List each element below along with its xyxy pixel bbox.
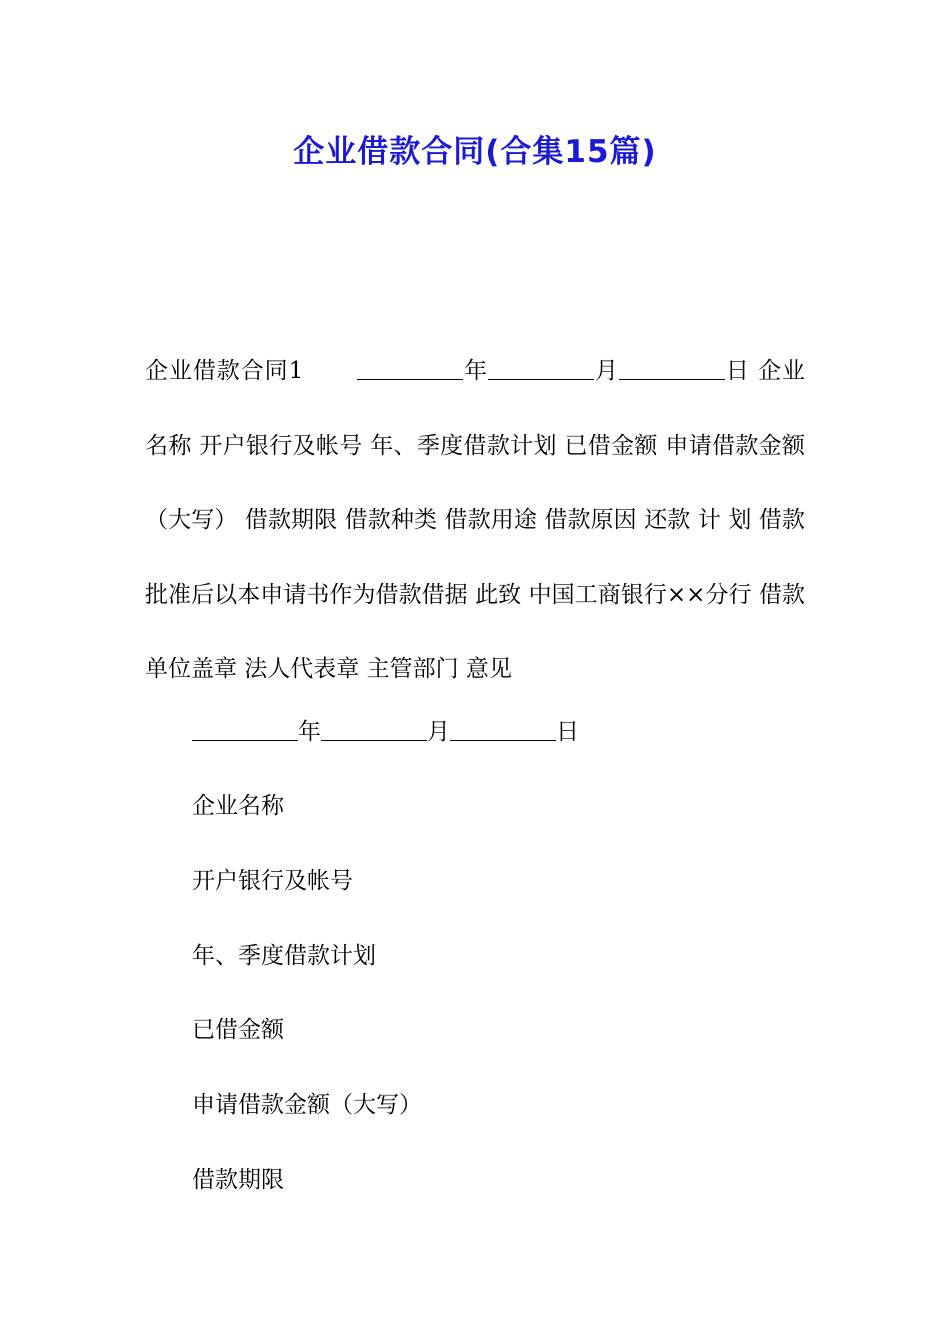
year-blank-2 bbox=[192, 718, 298, 741]
paragraph-text: 企业名称 开户银行及帐号 年、季度借款计划 已借金额 申请借款金额（大写） 借款期限 借款种类 借款用途 借款原因 还款 计 划 借款批准后以本申请书作为借款借据 此致 中国工商银行××分行 借款单位盖章 法人代表章 主管部门 意见 bbox=[145, 358, 806, 682]
line-loan-term: 借款期限 bbox=[192, 1167, 284, 1193]
month-blank bbox=[488, 357, 594, 380]
day-label-2: 日 bbox=[556, 719, 579, 745]
year-blank bbox=[357, 357, 463, 380]
day-blank-2 bbox=[450, 718, 556, 741]
line-bank-account: 开户银行及帐号 bbox=[192, 868, 353, 894]
year-label-2: 年 bbox=[298, 719, 321, 745]
month-blank-2 bbox=[321, 718, 427, 741]
day-blank bbox=[619, 357, 725, 380]
contract-heading-label: 企业借款合同1 bbox=[145, 358, 304, 384]
date-line bbox=[192, 714, 579, 750]
document-title: 企业借款合同(合集15篇) bbox=[293, 134, 657, 170]
year-label: 年 bbox=[463, 358, 489, 384]
month-label: 月 bbox=[594, 358, 619, 384]
line-requested-amount: 申请借款金额（大写） bbox=[192, 1092, 422, 1118]
first-paragraph bbox=[145, 334, 805, 707]
line-company-name: 企业名称 bbox=[192, 793, 284, 819]
month-label-2: 月 bbox=[427, 719, 450, 745]
line-loan-plan: 年、季度借款计划 bbox=[192, 943, 376, 969]
line-borrowed-amount: 已借金额 bbox=[192, 1017, 284, 1043]
day-label: 日 bbox=[724, 358, 750, 384]
